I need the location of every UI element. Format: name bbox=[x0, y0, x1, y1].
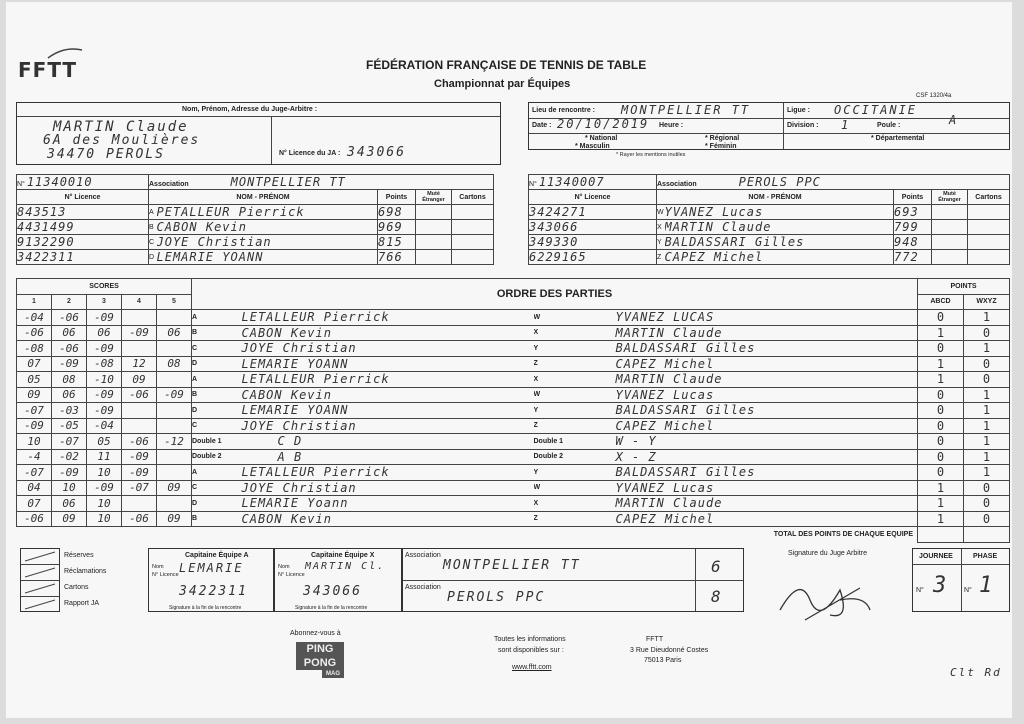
referee-label: Nom, Prénom, Adresse du Juge-Arbitre : bbox=[182, 106, 318, 113]
strike-marks-icon bbox=[21, 549, 61, 613]
set-score: -09 bbox=[52, 465, 87, 481]
player-a-name: C D bbox=[238, 434, 534, 450]
points-abcd: 1 bbox=[918, 496, 964, 512]
player-a-letter: D bbox=[192, 496, 238, 512]
game-row bbox=[17, 449, 1010, 465]
player-x-name: CAPEZ Michel bbox=[598, 511, 918, 527]
set-score: 06 bbox=[52, 496, 87, 512]
corner-note: Clt Rd bbox=[950, 666, 1002, 679]
points-abcd: 0 bbox=[918, 449, 964, 465]
player-a-letter: B bbox=[192, 511, 238, 527]
player-x-letter: W bbox=[534, 480, 598, 496]
abonnez-label: Abonnez-vous à bbox=[290, 630, 341, 637]
set-score: -07 bbox=[17, 403, 52, 419]
set-score: 06 bbox=[52, 325, 87, 341]
set-score: 09 bbox=[157, 511, 192, 527]
points-abcd: 1 bbox=[918, 356, 964, 372]
player-a-letter: B bbox=[192, 387, 238, 403]
points-wxyz: 0 bbox=[964, 480, 1010, 496]
player-x-name: YVANEZ Lucas bbox=[598, 387, 918, 403]
referee-licence-label: N° Licence du JA : bbox=[279, 150, 341, 157]
meeting-place: MONTPELLIER TT bbox=[621, 103, 751, 117]
set-score: -03 bbox=[52, 403, 87, 419]
set-score bbox=[157, 372, 192, 388]
set-score bbox=[157, 310, 192, 326]
set-score: 12 bbox=[122, 356, 157, 372]
team-a-player-row: 4431499 B CABON Kevin 969 bbox=[17, 220, 494, 235]
ja-signature-label: Signature du Juge Arbitre bbox=[788, 550, 867, 557]
team-x-number: 11340007 bbox=[538, 175, 605, 189]
set-score: 11 bbox=[87, 449, 122, 465]
association-totals: Association MONTPELLIER TT 6 Association PEROLS PPC 8 bbox=[402, 548, 744, 612]
set-score: -06 bbox=[122, 511, 157, 527]
player-a-name: LEMARIE YOANN bbox=[238, 356, 534, 372]
player-x-name: MARTIN Claude bbox=[598, 325, 918, 341]
player-x-letter: X bbox=[534, 372, 598, 388]
meeting-date: 20/10/2019 bbox=[557, 117, 650, 131]
order-title: ORDRE DES PARTIES bbox=[192, 279, 918, 310]
set-score: -09 bbox=[87, 387, 122, 403]
player-a-letter: Double 1 bbox=[192, 434, 238, 450]
set-score bbox=[157, 449, 192, 465]
pingpong-logo: PING bbox=[296, 642, 344, 656]
points-abcd: 1 bbox=[918, 325, 964, 341]
set-score: 10 bbox=[52, 480, 87, 496]
game-row bbox=[17, 356, 1010, 372]
set-score bbox=[157, 465, 192, 481]
set-score: -07 bbox=[52, 434, 87, 450]
team-x-player-row: 3424271 W YVANEZ Lucas 693 bbox=[529, 205, 1010, 220]
set-score: -08 bbox=[87, 356, 122, 372]
journee-phase-box: JOURNEE PHASE N° N° 3 1 bbox=[912, 548, 1010, 612]
player-x-name: YVANEZ LUCAS bbox=[598, 310, 918, 326]
set-score: -12 bbox=[157, 434, 192, 450]
score-sheet: FFTT FÉDÉRATION FRANÇAISE DE TENNIS DE TABLE Championnat par Équipes CSF 1320/4a Nom, Prénom, Adresse du Juge-Arbitre : MARTIN Claude 6A des Moulières 34470 PEROLS N° Licence du JA : 343066 Lieu de rencontre : MONTPELLIER TT Ligue : OCCITANIE Date : 20/10/2019 Heure : Division : 1 Poule : A * National * Régional * Départemental * Masculin * Féminin * Rayer les mentions inutiles N° 11340010 Association MONTPELLIER TT N° Licence NOM - PRÉNOM Points Muté Étranger Cartons 843513 A PETALLEUR Pierrick 698 4431499 B CABON Kevin 969 9132290 C JOYE Christian 815 3422311 D LEMARIE YOANN 766 N° 11340007 Association PEROLS PPC N° Licence NOM - PRÉNOM Points Muté Étranger Cartons 3424271 W YVANEZ Lucas 693 343066 X MARTIN Claude 799 349330 Y BALDASSARI Gilles 948 6229165 Z CAPEZ Michel 772 SCORES ORDRE DES PARTIES POINTS 1 2 3 4 5 ABCD WXYZ -04 -06 -09 A LETALLEUR Pierrick W YVANEZ LUCAS 0 1 -06 06 06 -09 06 B CABON Kevin X MARTIN Claude 1 0 -08 -06 -09 C JOYE Christian Y BALDASSARI Gilles 0 1 07 -09 -08 12 08 D LEMARIE YOANN Z CAPEZ Michel 1 0 05 08 -10 09 A LETALLEUR Pierrick X MARTIN Claude 1 0 09 06 -09 -06 -09 B CABON Kevin W YVANEZ Lucas 0 1 -07 -03 -09 D LEMARIE YOANN Y BALDASSARI Gilles 0 1 -09 -05 -04 C JOYE Christian Z CAPEZ Michel 0 1 10 -07 05 -06 -12 Double 1 C D Double 1 W - Y 0 1 -4 -02 11 -09 Double 2 A B Double 2 X - Z 0 1 -07 -09 10 -09 A LETALLEUR Pierrick Y BALDASSARI Gilles 0 1 04 10 -09 -07 09 C JOYE Christian W YVANEZ Lucas 1 0 07 06 10 D LEMARIE Yoann X MARTIN Claude 1 0 -06 09 10 -06 09 B CABON Kevin Z CAPEZ Michel 1 0 TOTAL DES POINTS DE CHAQUE EQUIPE Réserves Réclamations Cartons Rapport JA Capitaine Équipe A Nom N° Licence LEMARIE 3422311 Signature à la fin de la rencontre Capitaine Équipe X Nom N° Licence MARTIN Cl. 343066 Signature à la fin de la rencontre Association MONTPELLIER TT 6 Association PEROLS PPC 8 Signature du Juge Arbitre JOURNEE PHASE N° N° 3 1 Abonnez-vous à PING PONG MAG Toutes les informations sont disponibles sur : www.fftt.com FFTT 3 Rue Dieudonné Costes 75013 Paris Clt Rd bbox=[6, 2, 1012, 718]
game-row bbox=[17, 511, 1010, 527]
page-subtitle: Championnat par Équipes bbox=[434, 78, 571, 90]
player-x-letter: Double 2 bbox=[534, 449, 598, 465]
points-wxyz: 1 bbox=[964, 387, 1010, 403]
set-score: -09 bbox=[122, 449, 157, 465]
set-score bbox=[157, 418, 192, 434]
meeting-poule: A bbox=[949, 113, 959, 127]
game-row bbox=[17, 387, 1010, 403]
player-x-letter: Y bbox=[534, 403, 598, 419]
team-x-player-row: 349330 Y BALDASSARI Gilles 948 bbox=[529, 235, 1010, 250]
journee-value: 3 bbox=[933, 573, 949, 598]
captain-x-name: MARTIN Cl. bbox=[305, 561, 386, 572]
team-x-assoc: PEROLS PPC bbox=[738, 175, 821, 189]
set-score: 08 bbox=[157, 356, 192, 372]
set-score: -06 bbox=[122, 387, 157, 403]
captain-a-licence: 3422311 bbox=[179, 584, 248, 599]
team-a-player-row: 9132290 C JOYE Christian 815 bbox=[17, 235, 494, 250]
referee-box bbox=[16, 102, 501, 165]
team-a-table: N° 11340010 Association MONTPELLIER TT N° Licence NOM - PRÉNOM Points Muté Étranger Cartons 843513 A PETALLEUR Pierrick 698 4431499 B CABON Kevin 969 9132290 C JOYE Christian 815 3422311 D LEMARIE YOANN 766 bbox=[16, 174, 494, 265]
points-wxyz: 0 bbox=[964, 511, 1010, 527]
player-a-name: CABON Kevin bbox=[238, 325, 534, 341]
meeting-note: * Rayer les mentions inutiles bbox=[616, 152, 686, 158]
game-row bbox=[17, 325, 1010, 341]
game-row bbox=[17, 465, 1010, 481]
captain-x-box: Capitaine Équipe X Nom N° Licence MARTIN Cl. 343066 Signature à la fin de la rencontre bbox=[274, 548, 402, 612]
player-x-name: CAPEZ Michel bbox=[598, 418, 918, 434]
player-x-name: W - Y bbox=[598, 434, 918, 450]
set-score: 10 bbox=[17, 434, 52, 450]
player-a-letter: A bbox=[192, 372, 238, 388]
game-row bbox=[17, 480, 1010, 496]
form-code: CSF 1320/4a bbox=[916, 93, 952, 99]
set-score: 04 bbox=[17, 480, 52, 496]
captain-a-box: Capitaine Équipe A Nom N° Licence LEMARIE 3422311 Signature à la fin de la rencontre bbox=[148, 548, 274, 612]
player-x-letter: Double 1 bbox=[534, 434, 598, 450]
team-x-player-row: 343066 X MARTIN Claude 799 bbox=[529, 220, 1010, 235]
player-a-letter: D bbox=[192, 356, 238, 372]
team-a-assoc: MONTPELLIER TT bbox=[230, 175, 346, 189]
player-x-letter: Y bbox=[534, 341, 598, 357]
assoc-a-total: 6 bbox=[711, 557, 723, 576]
set-score: -09 bbox=[122, 325, 157, 341]
player-x-letter: Y bbox=[534, 465, 598, 481]
player-a-name: JOYE Christian bbox=[238, 341, 534, 357]
set-score: 06 bbox=[157, 325, 192, 341]
team-a-player-row: 843513 A PETALLEUR Pierrick 698 bbox=[17, 205, 494, 220]
player-a-name: JOYE Christian bbox=[238, 480, 534, 496]
set-score bbox=[122, 418, 157, 434]
player-x-letter: Z bbox=[534, 418, 598, 434]
set-score: -09 bbox=[52, 356, 87, 372]
set-score: -06 bbox=[122, 434, 157, 450]
points-abcd: 0 bbox=[918, 310, 964, 326]
points-wxyz: 0 bbox=[964, 356, 1010, 372]
player-x-name: BALDASSARI Gilles bbox=[598, 403, 918, 419]
fftt-logo: FFTT bbox=[18, 58, 78, 82]
game-row bbox=[17, 434, 1010, 450]
points-wxyz: 0 bbox=[964, 496, 1010, 512]
set-score: 09 bbox=[52, 511, 87, 527]
player-a-name: LEMARIE Yoann bbox=[238, 496, 534, 512]
player-x-letter: X bbox=[534, 496, 598, 512]
meeting-box: Lieu de rencontre : MONTPELLIER TT Ligue : OCCITANIE Date : 20/10/2019 Heure : Division : 1 Poule : A * National * Régional * Départemental * Masculin * Féminin bbox=[528, 102, 1010, 150]
points-wxyz: 1 bbox=[964, 310, 1010, 326]
set-score: -06 bbox=[52, 310, 87, 326]
player-a-letter: C bbox=[192, 480, 238, 496]
set-score: -4 bbox=[17, 449, 52, 465]
player-x-letter: W bbox=[534, 310, 598, 326]
set-score: 10 bbox=[87, 511, 122, 527]
game-row bbox=[17, 403, 1010, 419]
team-a-number: 11340010 bbox=[26, 175, 93, 189]
points-abcd: 0 bbox=[918, 418, 964, 434]
set-score: 07 bbox=[17, 356, 52, 372]
player-x-name: MARTIN Claude bbox=[598, 496, 918, 512]
team-x-player-row: 6229165 Z CAPEZ Michel 772 bbox=[529, 250, 1010, 265]
set-score: -09 bbox=[87, 310, 122, 326]
set-score bbox=[122, 310, 157, 326]
player-x-name: X - Z bbox=[598, 449, 918, 465]
set-score: -09 bbox=[87, 341, 122, 357]
player-a-name: LETALLEUR Pierrick bbox=[238, 465, 534, 481]
assoc-x-name: PEROLS PPC bbox=[447, 590, 546, 605]
set-score: -10 bbox=[87, 372, 122, 388]
points-wxyz: 1 bbox=[964, 434, 1010, 450]
meeting-division: 1 bbox=[841, 118, 851, 132]
team-x-table: N° 11340007 Association PEROLS PPC N° Licence NOM - PRÉNOM Points Muté Étranger Cartons 3424271 W YVANEZ Lucas 693 343066 X MARTIN Claude 799 349330 Y BALDASSARI Gilles 948 6229165 Z CAPEZ Michel 772 bbox=[528, 174, 1010, 265]
player-x-name: BALDASSARI Gilles bbox=[598, 341, 918, 357]
set-score: -06 bbox=[17, 325, 52, 341]
points-abcd: 0 bbox=[918, 387, 964, 403]
phase-value: 1 bbox=[979, 573, 995, 598]
referee-address: 6A des Moulières bbox=[43, 133, 201, 148]
player-x-letter: Z bbox=[534, 356, 598, 372]
set-score: -06 bbox=[17, 511, 52, 527]
set-score: 06 bbox=[87, 325, 122, 341]
points-abcd: 1 bbox=[918, 511, 964, 527]
player-x-letter: X bbox=[534, 325, 598, 341]
set-score: -06 bbox=[52, 341, 87, 357]
set-score: -04 bbox=[17, 310, 52, 326]
points-wxyz: 1 bbox=[964, 341, 1010, 357]
set-score: 05 bbox=[87, 434, 122, 450]
points-abcd: 1 bbox=[918, 372, 964, 388]
set-score bbox=[122, 341, 157, 357]
games-table: SCORES ORDRE DES PARTIES POINTS 1 2 3 4 5 ABCD WXYZ -04 -06 -09 A LETALLEUR Pierrick W YVANEZ LUCAS 0 1 -06 06 06 -09 06 B CABON Kevin X MARTIN Claude 1 0 -08 -06 -09 C JOYE Christian Y BALDASSARI Gilles 0 1 07 -09 -08 12 08 D LEMARIE YOANN Z CAPEZ Michel 1 0 05 08 -10 09 A LETALLEUR Pierrick X MARTIN Claude 1 0 09 06 -09 -06 -09 B CABON Kevin W YVANEZ Lucas 0 1 -07 -03 -09 D LEMARIE YOANN Y BALDASSARI Gilles 0 1 -09 -05 -04 C JOYE Christian Z CAPEZ Michel 0 1 10 -07 05 -06 -12 Double 1 C D Double 1 W - Y 0 1 -4 -02 11 -09 Double 2 A B Double 2 X - Z 0 1 -07 -09 10 -09 A LETALLEUR Pierrick Y BALDASSARI Gilles 0 1 04 10 -09 -07 09 C JOYE Christian W YVANEZ Lucas 1 0 07 06 10 D LEMARIE Yoann X MARTIN Claude 1 0 -06 09 10 -06 09 B CABON Kevin Z CAPEZ Michel 1 0 TOTAL DES POINTS DE CHAQUE EQUIPE bbox=[16, 278, 1010, 543]
set-score: -07 bbox=[17, 465, 52, 481]
player-a-letter: C bbox=[192, 418, 238, 434]
team-a-player-row: 3422311 D LEMARIE YOANN 766 bbox=[17, 250, 494, 265]
player-a-name: CABON Kevin bbox=[238, 511, 534, 527]
player-a-name: LETALLEUR Pierrick bbox=[238, 310, 534, 326]
set-score: -09 bbox=[87, 480, 122, 496]
player-a-letter: A bbox=[192, 310, 238, 326]
meeting-ligue: OCCITANIE bbox=[834, 103, 918, 117]
player-x-name: BALDASSARI Gilles bbox=[598, 465, 918, 481]
player-x-name: CAPEZ Michel bbox=[598, 356, 918, 372]
points-wxyz: 0 bbox=[964, 325, 1010, 341]
game-row bbox=[17, 341, 1010, 357]
points-wxyz: 0 bbox=[964, 372, 1010, 388]
set-score: -09 bbox=[122, 465, 157, 481]
set-score: 09 bbox=[122, 372, 157, 388]
set-score: 10 bbox=[87, 465, 122, 481]
game-row bbox=[17, 310, 1010, 326]
points-wxyz: 1 bbox=[964, 449, 1010, 465]
player-a-name: LEMARIE YOANN bbox=[238, 403, 534, 419]
set-score: -05 bbox=[52, 418, 87, 434]
player-a-letter: C bbox=[192, 341, 238, 357]
logo-swoosh-icon bbox=[46, 42, 86, 62]
points-wxyz: 1 bbox=[964, 403, 1010, 419]
player-x-letter: Z bbox=[534, 511, 598, 527]
referee-name: MARTIN Claude bbox=[53, 119, 189, 135]
website-link[interactable]: www.fftt.com bbox=[512, 664, 552, 671]
set-score: 06 bbox=[52, 387, 87, 403]
ja-signature-icon bbox=[770, 570, 890, 628]
set-score: 05 bbox=[17, 372, 52, 388]
set-score bbox=[122, 496, 157, 512]
game-row bbox=[17, 372, 1010, 388]
set-score bbox=[157, 496, 192, 512]
total-label: TOTAL DES POINTS DE CHAQUE EQUIPE bbox=[17, 527, 918, 543]
referee-city: 34470 PEROLS bbox=[47, 147, 165, 162]
player-a-letter: D bbox=[192, 403, 238, 419]
referee-licence: 343066 bbox=[347, 145, 406, 160]
reserves-box bbox=[20, 548, 60, 612]
set-score: 09 bbox=[157, 480, 192, 496]
points-abcd: 0 bbox=[918, 434, 964, 450]
captain-a-name: LEMARIE bbox=[179, 561, 244, 575]
player-a-name: LETALLEUR Pierrick bbox=[238, 372, 534, 388]
player-a-letter: B bbox=[192, 325, 238, 341]
set-score bbox=[122, 403, 157, 419]
player-a-name: CABON Kevin bbox=[238, 387, 534, 403]
set-score: -04 bbox=[87, 418, 122, 434]
points-abcd: 0 bbox=[918, 465, 964, 481]
player-x-name: MARTIN Claude bbox=[598, 372, 918, 388]
set-score: 10 bbox=[87, 496, 122, 512]
points-abcd: 1 bbox=[918, 480, 964, 496]
player-a-letter: Double 2 bbox=[192, 449, 238, 465]
set-score: -07 bbox=[122, 480, 157, 496]
game-row bbox=[17, 418, 1010, 434]
set-score: 09 bbox=[17, 387, 52, 403]
assoc-a-name: MONTPELLIER TT bbox=[443, 558, 581, 573]
points-wxyz: 1 bbox=[964, 418, 1010, 434]
points-abcd: 0 bbox=[918, 403, 964, 419]
captain-x-licence: 343066 bbox=[303, 584, 362, 599]
set-score: 07 bbox=[17, 496, 52, 512]
set-score: -09 bbox=[17, 418, 52, 434]
set-score: -02 bbox=[52, 449, 87, 465]
set-score bbox=[157, 403, 192, 419]
page-title: FÉDÉRATION FRANÇAISE DE TENNIS DE TABLE bbox=[366, 58, 647, 72]
assoc-x-total: 8 bbox=[711, 587, 723, 606]
points-abcd: 0 bbox=[918, 341, 964, 357]
points-wxyz: 1 bbox=[964, 465, 1010, 481]
set-score: -09 bbox=[87, 403, 122, 419]
set-score: 08 bbox=[52, 372, 87, 388]
set-score: -09 bbox=[157, 387, 192, 403]
player-a-name: JOYE Christian bbox=[238, 418, 534, 434]
player-x-letter: W bbox=[534, 387, 598, 403]
set-score: -08 bbox=[17, 341, 52, 357]
player-a-name: A B bbox=[238, 449, 534, 465]
player-x-name: YVANEZ Lucas bbox=[598, 480, 918, 496]
player-a-letter: A bbox=[192, 465, 238, 481]
game-row bbox=[17, 496, 1010, 512]
set-score bbox=[157, 341, 192, 357]
